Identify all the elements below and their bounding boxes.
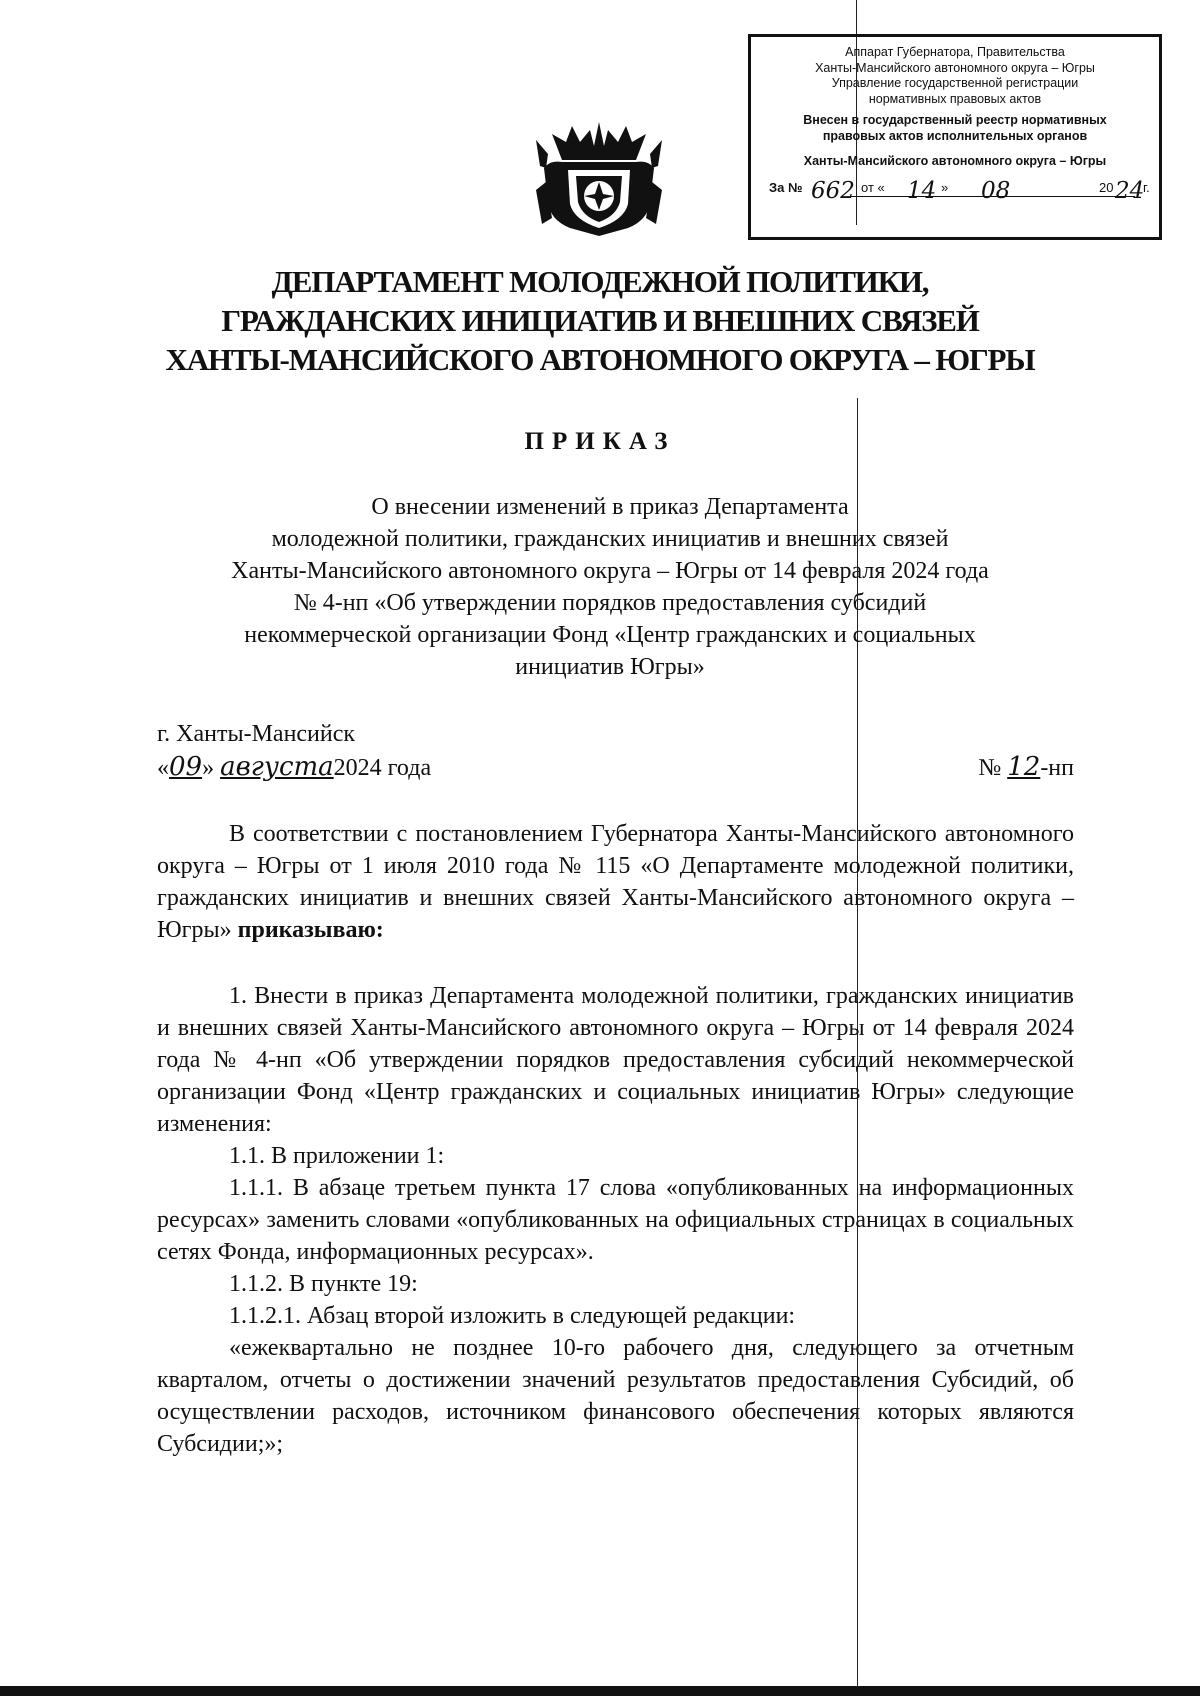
paragraph-1-1: 1.1. В приложении 1: bbox=[229, 1143, 445, 1169]
order-date bbox=[157, 752, 431, 782]
order-body bbox=[157, 818, 1074, 1460]
order-title-line: О внесении изменений в приказ Департамента bbox=[371, 494, 849, 520]
stamp-line: Управление государственной регистрации bbox=[831, 76, 1079, 90]
stamp-line: Ханты-Мансийского автономного округа – Югры bbox=[815, 60, 1095, 75]
paragraph-1-1-1: 1.1.1. В абзаце третьем пункта 17 слова «опубликованных на информационных ресурсах» заменить словами «опубликованных на официальных страницах в социальных сетях Фонда, информационных ресурсах». bbox=[157, 1175, 1074, 1265]
preamble-bold: приказываю: bbox=[237, 917, 384, 943]
preamble-paragraph bbox=[157, 818, 1074, 946]
order-number-suffix: -нп bbox=[1040, 755, 1074, 781]
stamp-registration-row: За № 662 от « 14 » 08 20 24 г. bbox=[769, 178, 1150, 204]
scan-bottom-edge bbox=[0, 1686, 1200, 1696]
preamble-text: В соответствии с постановлением Губернатора Ханты-Мансийского автономного округа – Югры от 1 июля 2010 года № 115 «О Департаменте молодежной политики, гражданских инициатив и внешних связей Ханты-Мансийского автономного округа – Югры» bbox=[157, 821, 1074, 943]
order-number-value: 12 bbox=[1007, 752, 1041, 782]
date-year: 2024 года bbox=[333, 755, 432, 781]
document-type: ПРИКАЗ bbox=[524, 428, 676, 455]
paragraph-1: 1. Внести в приказ Департамента молодежной политики, гражданских инициатив и внешних связей Ханты-Мансийского автономного округа – Югры от 14 февраля 2024 года № 4-нп «Об утверждении порядков предоставления субсидий некоммерческой организации Фонд «Центр гражданских и социальных инициатив Югры» следующие изменения: bbox=[157, 983, 1074, 1137]
stamp-line: Аппарат Губернатора, Правительства bbox=[845, 45, 1065, 59]
quoted-paragraph: «ежеквартально не позднее 10-го рабочего дня, следующего за отчетным кварталом, отчеты о достижении значений результатов предоставления Субсидий, об осуществлении расходов, источником финансового обеспечения которых являются Субсидии;»; bbox=[157, 1335, 1074, 1457]
department-heading-line: ХАНТЫ-МАНСИЙСКОГО АВТОНОМНОГО ОКРУГА – ЮГРЫ bbox=[165, 342, 1035, 377]
order-title-line: некоммерческой организации Фонд «Центр гражданских и социальных bbox=[244, 622, 976, 648]
order-title-line: Ханты-Мансийского автономного округа – Югры от 14 февраля 2024 года bbox=[231, 558, 989, 584]
city: г. Ханты-Мансийск bbox=[157, 721, 356, 747]
stamp-reg-year-prefix: 20 bbox=[1099, 180, 1114, 195]
stamp-reg-number: 662 bbox=[811, 178, 855, 204]
order-title-line: № 4-нп «Об утверждении порядков предоставления субсидий bbox=[293, 590, 927, 616]
stamp-reg-year-suffix: 24 bbox=[1115, 178, 1145, 204]
date-quote-close: » bbox=[202, 755, 215, 781]
order-number bbox=[978, 752, 1074, 782]
date-month: августа bbox=[220, 752, 334, 782]
date-day: 09 bbox=[169, 752, 203, 782]
order-title-line: молодежной политики, гражданских инициатив и внешних связей bbox=[271, 526, 949, 552]
stamp-reg-year-end: г. bbox=[1143, 180, 1150, 195]
department-heading-line: ДЕПАРТАМЕНТ МОЛОДЕЖНОЙ ПОЛИТИКИ, bbox=[271, 264, 929, 299]
order-title bbox=[150, 491, 1070, 683]
paragraph-1-1-2: 1.1.2. В пункте 19: bbox=[229, 1271, 418, 1297]
stamp-reg-month: 08 bbox=[981, 178, 1011, 204]
stamp-line: нормативных правовых актов bbox=[868, 91, 1042, 106]
coat-of-arms-emblem bbox=[532, 120, 666, 238]
stamp-line: Ханты-Мансийского автономного округа – Югры bbox=[803, 154, 1107, 168]
date-quote-open: « bbox=[157, 755, 169, 781]
stamp-line: правовых актов исполнительных органов bbox=[822, 128, 1088, 143]
stamp-reg-label: За № bbox=[769, 180, 803, 195]
department-heading-line: ГРАЖДАНСКИХ ИНИЦИАТИВ И ВНЕШНИХ СВЯЗЕЙ bbox=[221, 303, 979, 338]
registration-stamp bbox=[748, 34, 1162, 240]
department-heading bbox=[0, 262, 1200, 379]
paragraph-1-1-2-1: 1.1.2.1. Абзац второй изложить в следующей редакции: bbox=[229, 1303, 796, 1329]
order-title-line: инициатив Югры» bbox=[515, 654, 705, 680]
stamp-line: Внесен в государственный реестр нормативных bbox=[803, 113, 1107, 127]
stamp-reg-from: от « bbox=[861, 180, 885, 195]
order-number-label: № bbox=[978, 755, 1002, 781]
stamp-reg-day: 14 bbox=[907, 178, 937, 204]
